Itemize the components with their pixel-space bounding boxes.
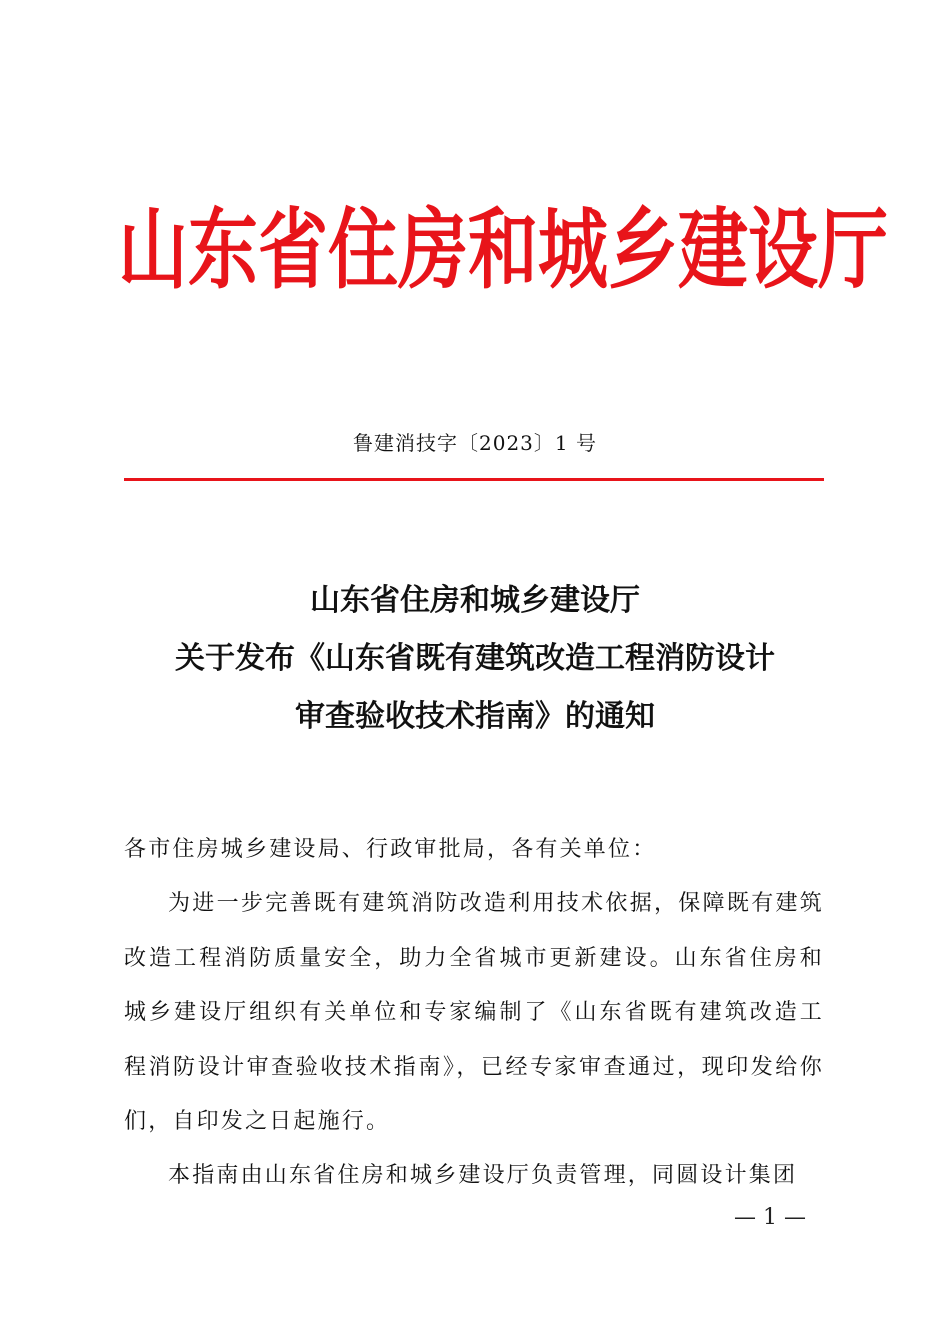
title-line-2: 关于发布《山东省既有建筑改造工程消防设计 — [175, 641, 775, 676]
masthead-org-name: 山东省住房和城乡建设厅 — [118, 198, 888, 301]
salutation: 各市住房城乡建设局、行政审批局，各有关单位： — [124, 837, 657, 862]
title-line-3: 审查验收技术指南》的通知 — [295, 699, 655, 734]
document-number: 鲁建消技字〔2023〕1 号 — [353, 431, 597, 455]
document-title — [0, 572, 950, 746]
red-divider-line — [124, 478, 824, 481]
body-paragraph-1: 为进一步完善既有建筑消防改造利用技术依据，保障既有建筑改造工程消防质量安全，助力全省城市更新建设。山东省住房和城乡建设厅组织有关单位和专家编制了《山东省既有建筑改造工程消防设计审查验收技术指南》，已经专家审查通过，现印发给你们，自印发之日起施行。 — [124, 891, 824, 1135]
body-paragraph-2: 本指南由山东省住房和城乡建设厅负责管理，同圆设计集团 — [168, 1163, 798, 1189]
document-body — [124, 823, 824, 1204]
title-line-1: 山东省住房和城乡建设厅 — [310, 583, 640, 618]
page-number: — 1 — — [734, 1205, 806, 1230]
